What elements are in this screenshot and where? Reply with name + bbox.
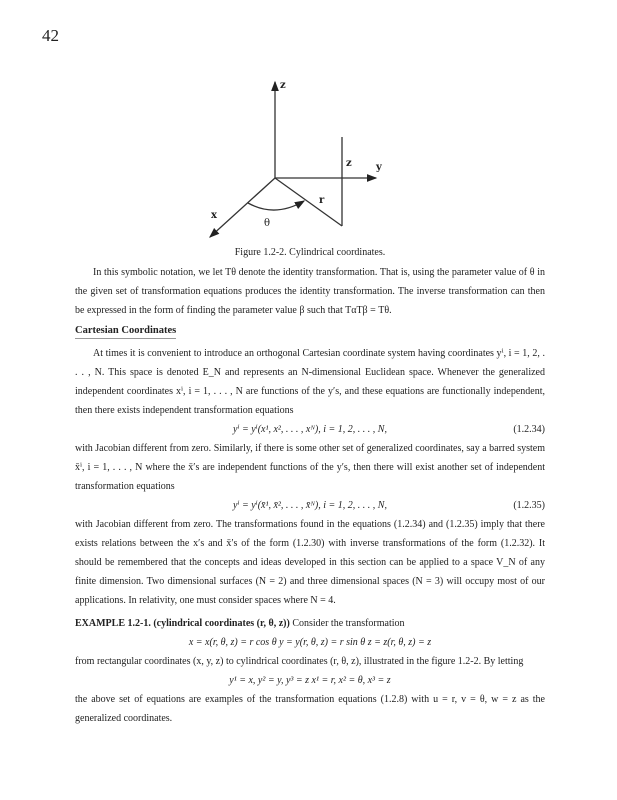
page-number: 42 [42,26,59,45]
z-height-label: z [346,158,352,169]
paragraph-barred: with Jacobian different from zero. Similarly, if there is some other set of generalized coordinates, say a barred system x̄ⁱ, i = 1, . . . , N where the x̄′s are independent functions of the y′s, then there will exist another set of independent transformation equations [75,443,545,492]
x-axis-label: x [211,210,217,221]
section-heading: Cartesian Coordinates [75,324,176,339]
example-label: EXAMPLE 1.2-1. (cylindrical coordinates (r, θ, z)) [75,618,290,629]
equation-text: yⁱ = yⁱ(x̄¹, x̄², . . . , x̄ᴺ), i = 1, 2, . . . , N, [233,500,387,511]
example-intro [75,614,545,633]
equation-number: (1.2.35) [513,500,545,511]
cylindrical-coordinates-figure [0,0,617,242]
page-body [75,243,545,728]
example-conclusion: the above set of equations are examples of the transformation equations (1.2.8) with u = r, v = θ, w = z as the generalized coordinates. [75,694,545,724]
y-axis-label: y [376,162,382,173]
equation-1-2-34 [75,420,545,439]
theta-arc [248,201,304,210]
example-paragraph: from rectangular coordinates (x, y, z) to cylindrical coordinates (r, θ, z), illustrated in the figure 1.2-2. By letting [75,656,524,667]
example-equation: x = x(r, θ, z) = r cos θ y = y(r, θ, z) = r sin θ z = z(r, θ, z) = z [188,637,432,648]
theta-label: θ [264,218,271,229]
z-axis-label: z [280,80,286,91]
paragraph-jacobian: with Jacobian different from zero. The transformations found in the equations (1.2.34) and (1.2.35) imply that there exists relations between the x′s and x̄′s of the form (1.2.30) with inverse transformations of the form (1.2.32). It should be remembered that the concepts and ideas developed in this section can be applied to a space V_N of any finite dimension. Two dimensional surfaces (N = 2) and three dimensional spaces (N = 3) will occupy most of our applications. In relativity, one must consider spaces where N = 4. [75,519,545,606]
equation-text: yⁱ = yⁱ(x¹, x², . . . , xᴺ), i = 1, 2, . . . , N, [233,424,387,435]
equation-1-2-35 [75,496,545,515]
equation-number: (1.2.34) [513,424,545,435]
figure-caption: Figure 1.2-2. Cylindrical coordinates. [234,247,386,258]
r-label: r [319,195,325,206]
paragraph-identity: In this symbolic notation, we let Tθ denote the identity transformation. That is, using the parameter value of θ in the given set of transformation equations produces the identity transformation. The inverse transformation can then be expressed in the form of finding the parameter value β such that TαTβ = Tθ. [75,267,545,316]
paragraph-cartesian: At times it is convenient to introduce an orthogonal Cartesian coordinate system having coordinates yⁱ, i = 1, 2, . . . , N. This space is denoted E_N and represents an N-dimensional Euclidean space. Whenever the generalized independent coordinates xⁱ, i = 1, . . . , N are functions of the y′s, and these equations are functionally independent, then there exists independent transformation equations [75,348,545,416]
example-equation-2: y¹ = x, y² = y, y³ = z x¹ = r, x² = θ, x³ = z [229,675,391,686]
r-line [275,178,342,226]
example-text: Consider the transformation [289,618,405,629]
